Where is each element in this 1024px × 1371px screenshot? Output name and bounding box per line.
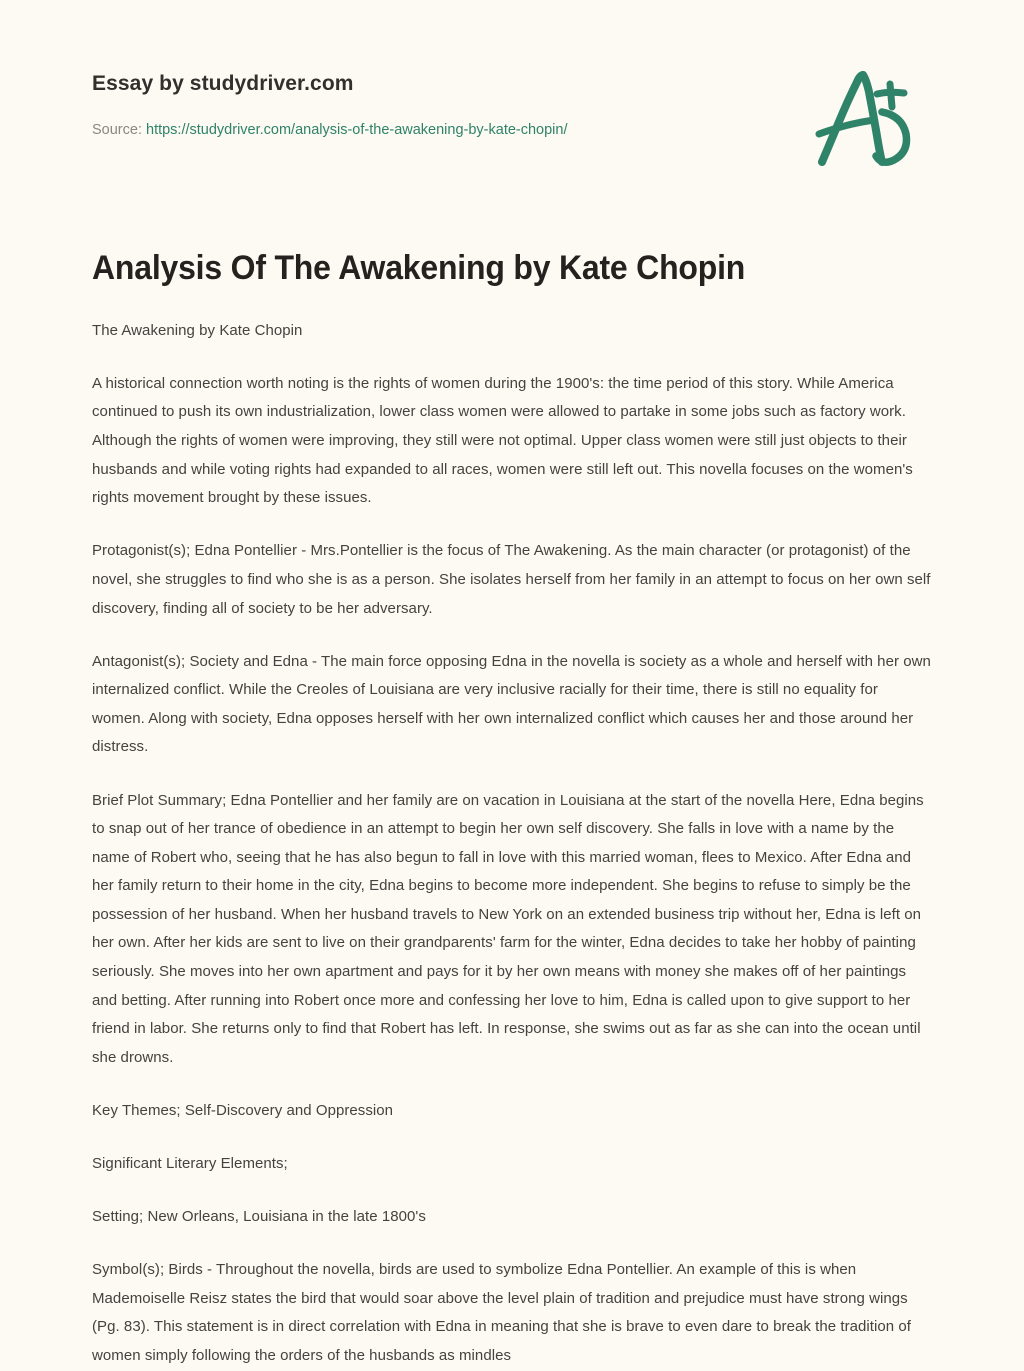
brand-byline: Essay by studydriver.com — [92, 72, 354, 95]
source-url-link[interactable]: https://studydriver.com/analysis-of-the-awakening-by-kate-chopin/ — [146, 122, 568, 138]
essay-article — [92, 248, 932, 1371]
source-label: Source: — [92, 122, 146, 138]
essay-paragraph: The Awakening by Kate Chopin — [92, 321, 303, 339]
essay-paragraph: Setting; New Orleans, Louisiana in the late 1800's — [92, 1208, 426, 1226]
essay-paragraph: Protagonist(s); Edna Pontellier - Mrs.Pontellier is the focus of The Awakening. As the main character (or protagonist) of the novel, she struggles to find who she is as a person. She isolates herself from her family in an attempt to focus on her own self discovery, finding all of society to be her adversary. — [92, 542, 931, 617]
source-line — [92, 122, 568, 138]
essay-paragraph: Key Themes; Self-Discovery and Oppression — [92, 1101, 394, 1119]
essay-paragraph: A historical connection worth noting is the rights of women during the 1900's: the time period of this story. While America continued to push its own industrialization, lower class women were allowed to partake in some jobs such as factory work. Although the rights of women were improving, they still were not optimal. Upper class women were still just objects to their husbands and while voting rights had expanded to all races, women were still left out. This novella focuses on the women's rights movement brought by these issues. — [92, 374, 913, 507]
studydriver-a-plus-logo[interactable] — [806, 62, 926, 174]
essay-paragraph: Antagonist(s); Society and Edna - The main force opposing Edna in the novella is society as a whole and herself with her own internalized conflict. While the Creoles of Louisiana are very inclusive racially for their time, there is still no equality for women. Along with society, Edna opposes herself with her own internalized conflict which causes her and those around her distress. — [92, 652, 931, 756]
essay-paragraph: Symbol(s); Birds - Throughout the novella, birds are used to symbolize Edna Pontellier. An example of this is when Mademoiselle Reisz states the bird that would soar above the level plain of tradition and prejudice must have strong wings (Pg. 83). This statement is in direct correlation with Edna in meaning that she is brave to even dare to break the tradition of women simply following the orders of the husbands as mindles — [92, 1261, 912, 1365]
page-header — [0, 0, 1024, 200]
page-title: Analysis Of The Awakening by Kate Chopin — [92, 249, 746, 287]
essay-paragraph: Brief Plot Summary; Edna Pontellier and her family are on vacation in Louisiana at the start of the novella Here, Edna begins to snap out of her trance of obedience in an attempt to begin her own self discovery. She falls in love with a name by the name of Robert who, seeing that he has also begun to fall in love with this married woman, flees to Mexico. After Edna and her family return to their home in the city, Edna begins to become more independent. She begins to refuse to simply be the possession of her husband. When her husband travels to New York on an extended business trip without her, Edna is left on her own. After her kids are sent to live on their grandparents' farm for the winter, Edna decides to take her hobby of painting seriously. She moves into her own apartment and pays for it by her own means with money she makes off of her paintings and betting. After running into Robert once more and confessing her love to him, Edna is called upon to give support to her friend in labor. She returns only to find that Robert has left. In response, she swims out as far as she can into the ocean until she drowns. — [92, 791, 924, 1066]
essay-paragraph: Significant Literary Elements; — [92, 1155, 288, 1173]
